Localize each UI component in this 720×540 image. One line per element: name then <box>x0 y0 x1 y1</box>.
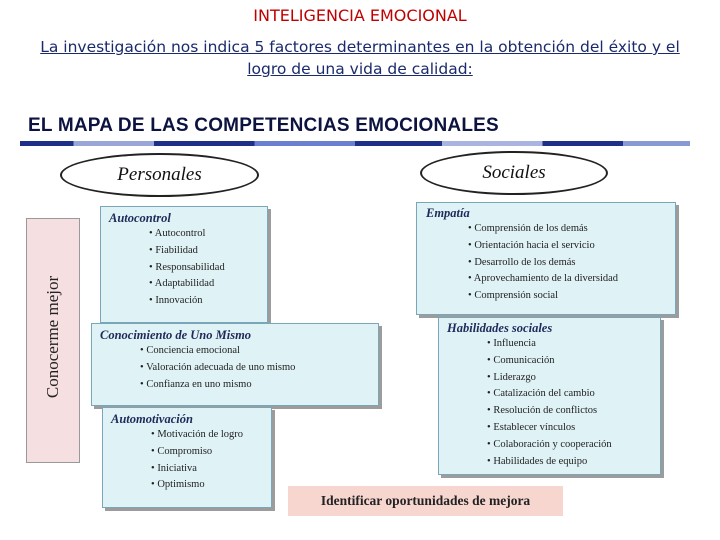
social-oval <box>420 151 608 195</box>
list-item: • Optimismo <box>151 477 263 494</box>
list-item: • Iniciativa <box>151 461 263 478</box>
list-item: • Conciencia emocional <box>140 343 370 360</box>
list-item: • Orientación hacia el servicio <box>468 238 666 255</box>
list-item: • Fiabilidad <box>149 243 259 260</box>
list-item: • Comprensión social <box>468 288 666 305</box>
slide-title: INTELIGENCIA EMOCIONAL <box>253 6 467 25</box>
list-item: • Responsabilidad <box>149 260 259 277</box>
habilidades-list <box>447 336 652 470</box>
list-item: • Confianza en uno mismo <box>140 377 370 394</box>
list-item: • Aprovechamiento de la diversidad <box>468 271 666 288</box>
conocimiento-list <box>100 343 370 393</box>
list-item: • Compromiso <box>151 444 263 461</box>
autocontrol-box <box>100 206 268 323</box>
competency-map-image <box>20 113 690 523</box>
empatia-title: Empatía <box>426 206 470 220</box>
automotivacion-title: Automotivación <box>111 412 193 426</box>
side-label: Conocerme mejor <box>43 275 62 399</box>
autocontrol-list <box>109 226 259 310</box>
list-item: • Influencia <box>487 336 652 353</box>
list-item: • Valoración adecuada de uno mismo <box>140 360 370 377</box>
slide-subtitle-text: La investigación nos indica 5 factores determinantes en la obtención del éxito y el logro de una vida de calidad: <box>40 38 680 78</box>
slide-subtitle <box>40 36 680 80</box>
habilidades-box <box>438 317 661 475</box>
side-bar <box>26 218 80 463</box>
list-item: • Comprensión de los demás <box>468 221 666 238</box>
heading-stripe <box>20 141 690 146</box>
list-item: • Liderazgo <box>487 370 652 387</box>
list-item: • Autocontrol <box>149 226 259 243</box>
empatia-box <box>416 202 676 315</box>
conocimiento-title: Conocimiento de Uno Mismo <box>100 328 252 342</box>
improvement-label: Identificar oportunidades de mejora <box>320 493 531 508</box>
list-item: • Adaptabilidad <box>149 276 259 293</box>
list-item: • Resolución de conflictos <box>487 403 652 420</box>
social-label: Sociales <box>482 162 546 183</box>
list-item: • Establecer vínculos <box>487 420 652 437</box>
habilidades-title: Habilidades sociales <box>447 321 553 335</box>
map-heading: EL MAPA DE LAS COMPETENCIAS EMOCIONALES <box>28 115 499 136</box>
list-item: • Motivación de logro <box>151 427 263 444</box>
improvement-banner <box>288 486 563 516</box>
list-item: • Habilidades de equipo <box>487 454 652 471</box>
personal-label: Personales <box>117 164 202 185</box>
automotivacion-box <box>102 407 272 508</box>
empatia-list <box>426 221 666 305</box>
list-item: • Comunicación <box>487 353 652 370</box>
list-item: • Colaboración y cooperación <box>487 437 652 454</box>
conocimiento-box <box>91 323 379 406</box>
automotivacion-list <box>111 427 263 494</box>
personal-oval <box>60 153 259 197</box>
list-item: • Catalización del cambio <box>487 386 652 403</box>
list-item: • Innovación <box>149 293 259 310</box>
autocontrol-title: Autocontrol <box>109 211 171 225</box>
list-item: • Desarrollo de los demás <box>468 255 666 272</box>
